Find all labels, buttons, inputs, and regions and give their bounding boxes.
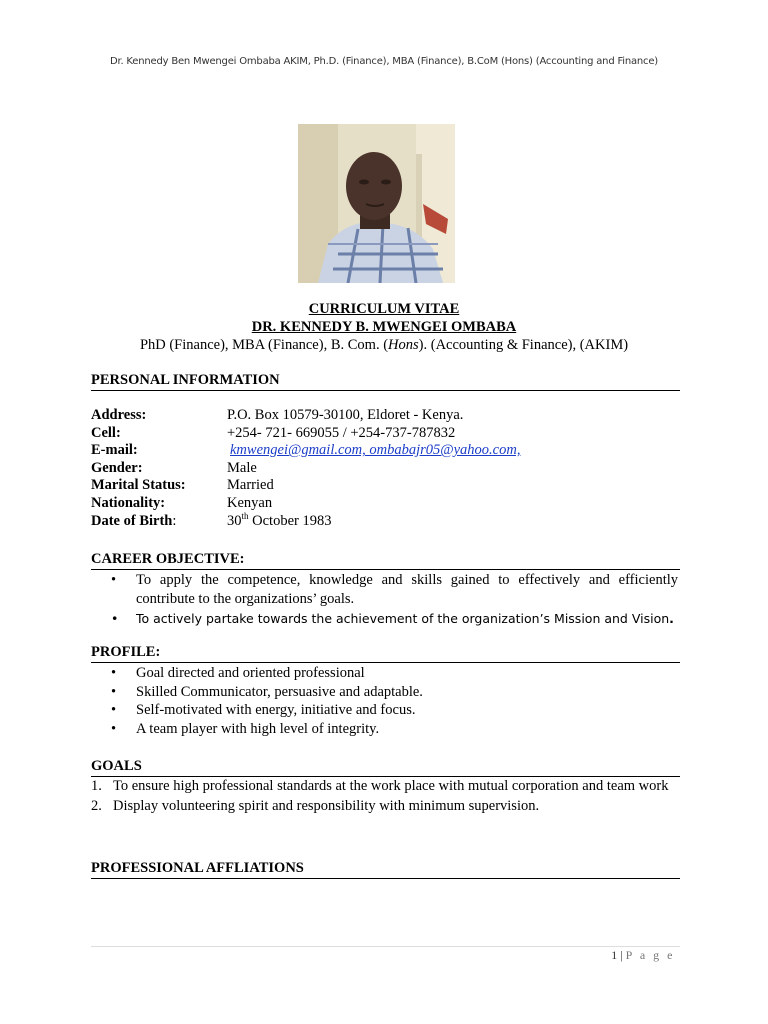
goals-list — [91, 776, 678, 816]
personal-info-heading: PERSONAL INFORMATION — [91, 371, 680, 391]
profile-photo — [298, 124, 455, 283]
info-row-address: Address: P.O. Box 10579-30100, Eldoret - Kenya. — [91, 407, 464, 423]
list-item: • A team player with high level of integrity. — [91, 720, 678, 739]
list-item: • Skilled Communicator, persuasive and adaptable. — [91, 683, 678, 702]
info-row-gender: Gender: Male — [91, 459, 257, 476]
list-item: • To apply the competence, knowledge and skills gained to effectively and efficiently contribute to the organizations’ goals. — [91, 571, 678, 608]
career-objective-heading: CAREER OBJECTIVE: — [91, 550, 680, 570]
list-item: 2. Display volunteering spirit and responsibility with minimum supervision. — [91, 798, 540, 814]
goals-heading: GOALS — [91, 757, 680, 777]
info-row-email: E-mail: kmwengei@gmail.com, ombabajr05@yahoo.com, — [91, 442, 521, 459]
running-header: Dr. Kennedy Ben Mwengei Ombaba AKIM, Ph.D. (Finance), MBA (Finance), B.CoM (Hons) (Accounting and Finance) — [109, 56, 659, 67]
page-number: 1 | P a g e — [611, 948, 675, 962]
candidate-qualifications: PhD (Finance), MBA (Finance), B. Com. (Hons). (Accounting & Finance), (AKIM) — [139, 337, 629, 353]
professional-affiliations-heading: PROFESSIONAL AFFLIATIONS — [91, 859, 680, 879]
list-item: 1. To ensure high professional standards at the work place with mutual corporation and team work — [91, 778, 669, 794]
profile-heading: PROFILE: — [91, 643, 680, 663]
list-item: • Self-motivated with energy, initiative and focus. — [91, 701, 678, 720]
info-row-date-of-birth: Date of Birth: 30th October 1983 — [91, 510, 332, 529]
info-row-cell: Cell: +254- 721- 669055 / +254-737-787832 — [91, 424, 456, 441]
email-link[interactable]: kmwengei@gmail.com, ombabajr05@yahoo.com, — [230, 442, 521, 459]
document-title: CURRICULUM VITAE — [308, 301, 460, 317]
profile-list — [91, 664, 678, 738]
personal-info-table — [91, 407, 520, 530]
candidate-name: DR. KENNEDY B. MWENGEI OMBABA — [251, 319, 517, 335]
career-objective-list — [91, 571, 678, 630]
info-row-nationality: Nationality: Kenyan — [91, 494, 273, 511]
info-row-marital-status: Marital Status: Married — [91, 477, 274, 494]
footer-divider — [91, 946, 680, 947]
list-item: • Goal directed and oriented professional — [91, 664, 678, 683]
list-item: • To actively partake towards the achievement of the organization’s Mission and Vision. — [91, 608, 678, 630]
title-block — [0, 300, 768, 354]
